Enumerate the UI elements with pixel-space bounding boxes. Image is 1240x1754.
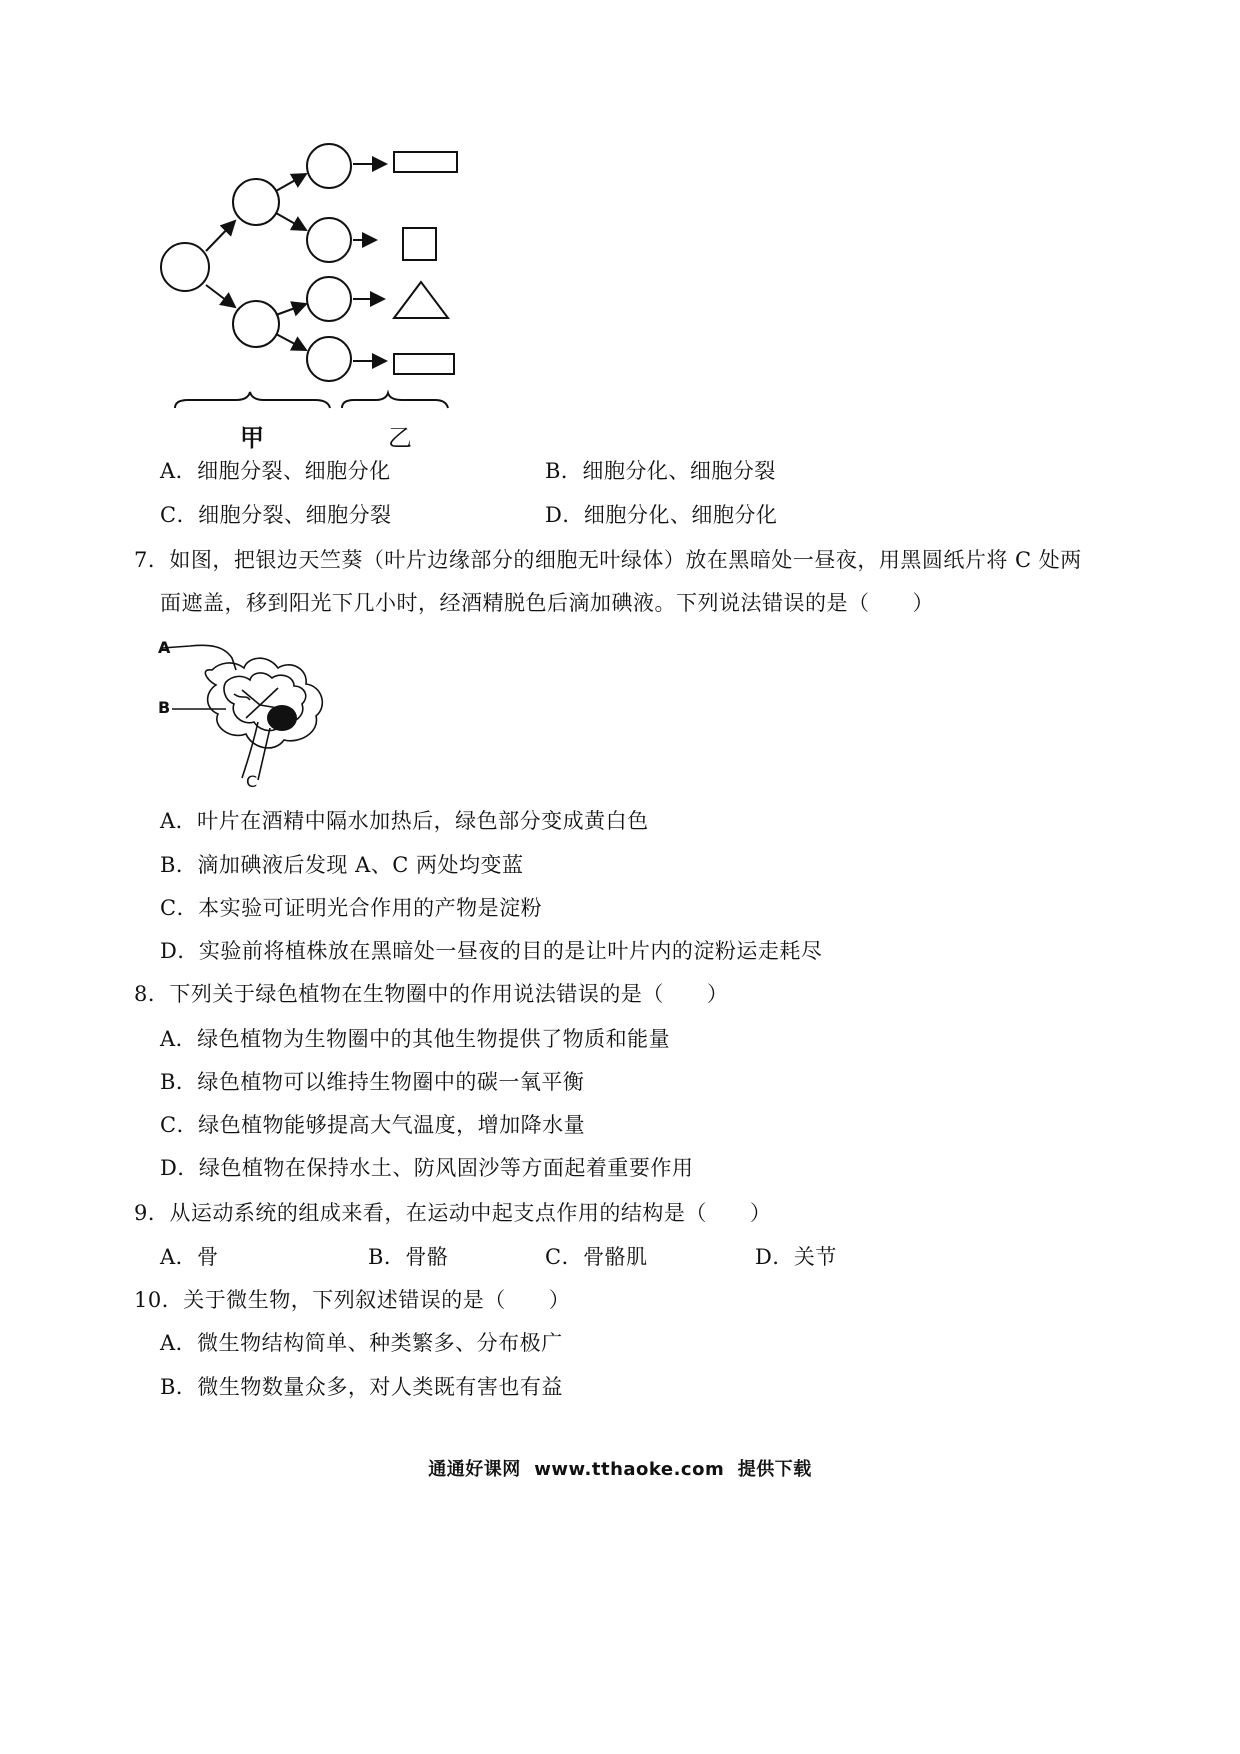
leaf-label-a: A — [158, 638, 171, 657]
leaf-label-b: B — [158, 698, 171, 717]
page-footer: 通通好课网 www.tthaoke.com 提供下载 — [428, 1459, 812, 1480]
q9-option-c: C．骨骼肌 — [545, 1245, 648, 1269]
q7-option-d: D．实验前将植株放在黑暗处一昼夜的目的是让叶片内的淀粉运走耗尽 — [160, 939, 823, 963]
geranium-leaf-figure — [150, 630, 340, 795]
q6-option-d: D．细胞分化、细胞分化 — [545, 503, 778, 527]
q8-option-b: B．绿色植物可以维持生物圈中的碳一氧平衡 — [160, 1070, 585, 1094]
q9-option-b: B．骨骼 — [368, 1245, 449, 1269]
q10-option-a: A．微生物结构简单、种类繁多、分布极广 — [160, 1331, 563, 1355]
q8-option-d: D．绿色植物在保持水土、防风固沙等方面起着重要作用 — [160, 1156, 694, 1180]
q9-stem: 9．从运动系统的组成来看，在运动中起支点作用的结构是（ ） — [134, 1201, 772, 1225]
q8-option-c: C．绿色植物能够提高大气温度，增加降水量 — [160, 1113, 586, 1137]
q6-option-b: B．细胞分化、细胞分裂 — [545, 459, 776, 483]
q9-option-a: A．骨 — [160, 1245, 219, 1269]
q6-option-a: A．细胞分裂、细胞分化 — [160, 459, 391, 483]
figure-label-yi: 乙 — [388, 424, 412, 452]
q7-option-b: B．滴加碘液后发现 A、C 两处均变蓝 — [160, 853, 524, 877]
cell-division-diagram — [150, 130, 490, 460]
q7-option-c: C．本实验可证明光合作用的产物是淀粉 — [160, 896, 543, 920]
q8-option-a: A．绿色植物为生物圈中的其他生物提供了物质和能量 — [160, 1027, 671, 1051]
q8-stem: 8．下列关于绿色植物在生物圈中的作用说法错误的是（ ） — [134, 982, 729, 1006]
q6-option-c: C．细胞分裂、细胞分裂 — [160, 503, 392, 527]
q10-option-b: B．微生物数量众多，对人类既有害也有益 — [160, 1375, 563, 1399]
q7-stem-line1: 7．如图，把银边天竺葵（叶片边缘部分的细胞无叶绿体）放在黑暗处一昼夜，用黑圆纸片将 C 处两 — [134, 548, 1082, 572]
leaf-label-c: C — [246, 772, 258, 791]
q10-stem: 10．关于微生物，下列叙述错误的是（ ） — [134, 1288, 571, 1312]
figure-label-jia: 甲 — [240, 424, 264, 452]
q7-stem-line2: 面遮盖，移到阳光下几小时，经酒精脱色后滴加碘液。下列说法错误的是（ ） — [160, 591, 934, 615]
q7-option-a: A．叶片在酒精中隔水加热后，绿色部分变成黄白色 — [160, 809, 649, 833]
q9-option-d: D．关节 — [755, 1245, 837, 1269]
